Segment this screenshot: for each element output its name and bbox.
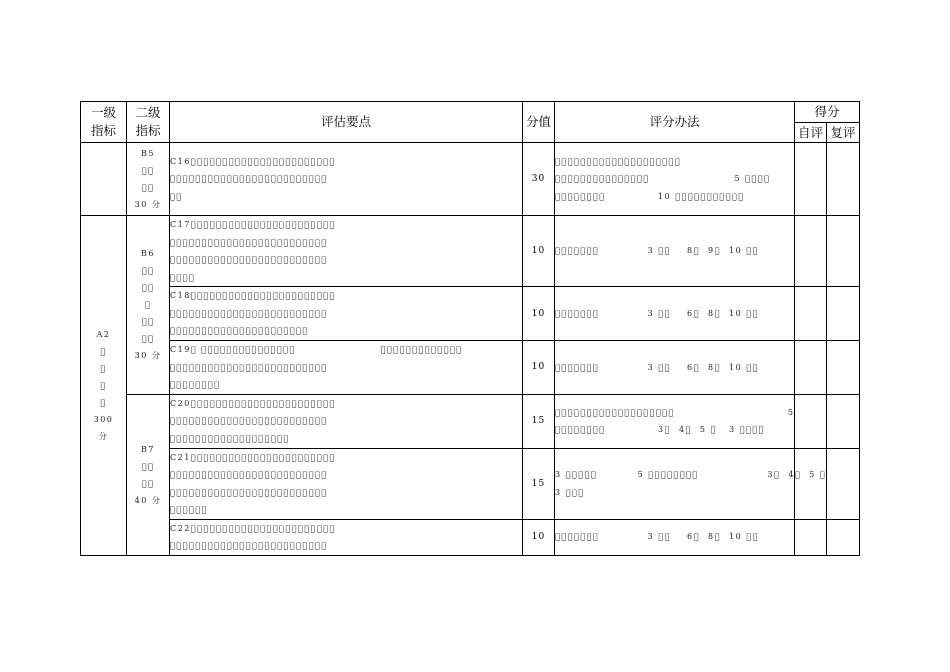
key-point-cell: C21󰀀󰀀󰀀󰀀󰀀󰀀󰀀󰀀󰀀󰀀󰀀󰀀󰀀󰀀󰀀󰀀󰀀󰀀󰀀󰀀󰀀󰀀󰀀 󰀀󰀀󰀀󰀀󰀀󰀀󰀀󰀀󰀀󰀀󰀀󰀀󰀀󰀀󰀀󰀀󰀀󰀀󰀀󰀀󰀀󰀀󰀀󰀀󰀀 󰀀󰀀󰀀󰀀󰀀󰀀󰀀󰀀󰀀󰀀󰀀󰀀󰀀󰀀󰀀󰀀󰀀󰀀󰀀󰀀󰀀󰀀󰀀󰀀󰀀 󰀀󰀀󰀀󰀀󰀀󰀀 (170, 448, 523, 519)
score-value-cell: 30 (523, 143, 555, 216)
b6-cell: B6 󰀀󰀀 󰀀󰀀 󰀀 󰀀󰀀 󰀀󰀀 30 分 (127, 216, 170, 395)
score-value-cell: 10 (523, 341, 555, 395)
method-cell: 󰀀󰀀󰀀󰀀󰀀󰀀󰀀 3 󰀀󰀀 8󰀀 9󰀀 10 󰀀󰀀 (555, 216, 795, 287)
header-score-value: 分值 (523, 102, 555, 143)
table-row (81, 143, 860, 216)
review-score-cell[interactable] (827, 216, 860, 287)
self-score-cell[interactable] (795, 394, 827, 448)
review-score-cell[interactable] (827, 519, 860, 555)
header-key-points: 评估要点 (170, 102, 523, 143)
key-point-cell: C20󰀀󰀀󰀀󰀀󰀀󰀀󰀀󰀀󰀀󰀀󰀀󰀀󰀀󰀀󰀀󰀀󰀀󰀀󰀀󰀀󰀀󰀀󰀀 󰀀󰀀󰀀󰀀󰀀󰀀󰀀󰀀󰀀󰀀󰀀󰀀󰀀󰀀󰀀󰀀󰀀󰀀󰀀󰀀󰀀󰀀󰀀󰀀󰀀 󰀀󰀀󰀀󰀀󰀀󰀀󰀀󰀀󰀀󰀀󰀀󰀀󰀀󰀀󰀀󰀀󰀀󰀀󰀀 (170, 394, 523, 448)
evaluation-table (80, 101, 860, 556)
key-point-cell: C17󰀀󰀀󰀀󰀀󰀀󰀀󰀀󰀀󰀀󰀀󰀀󰀀󰀀󰀀󰀀󰀀󰀀󰀀󰀀󰀀󰀀󰀀󰀀 󰀀󰀀󰀀󰀀󰀀󰀀󰀀󰀀󰀀󰀀󰀀󰀀󰀀󰀀󰀀󰀀󰀀󰀀󰀀󰀀󰀀󰀀󰀀󰀀󰀀 󰀀󰀀󰀀󰀀󰀀󰀀󰀀󰀀󰀀󰀀󰀀󰀀󰀀󰀀󰀀󰀀󰀀󰀀󰀀󰀀󰀀󰀀󰀀󰀀󰀀 󰀀󰀀󰀀󰀀 (170, 216, 523, 287)
review-score-cell[interactable] (827, 341, 860, 395)
header-level1: 一级 指标 (81, 102, 127, 143)
level1-cell-empty (81, 143, 127, 216)
self-score-cell[interactable] (795, 448, 827, 519)
method-cell: 󰀀󰀀󰀀󰀀󰀀󰀀󰀀 3 󰀀󰀀 6󰀀 8󰀀 10 󰀀󰀀 (555, 287, 795, 341)
method-cell: 󰀀󰀀󰀀󰀀󰀀󰀀󰀀 3 󰀀󰀀 6󰀀 8󰀀 10 󰀀󰀀 (555, 341, 795, 395)
review-score-cell[interactable] (827, 287, 860, 341)
a2-cell: A2 󰀀 󰀀 󰀀 󰀀 300 分 (81, 216, 127, 556)
method-cell: 3 󰀀󰀀󰀀󰀀󰀀 5 󰀀󰀀󰀀󰀀󰀀󰀀󰀀󰀀 3󰀀 4󰀀 5 󰀀 3 󰀀󰀀󰀀 (555, 448, 795, 519)
score-value-cell: 10 (523, 519, 555, 555)
method-cell: 󰀀󰀀󰀀󰀀󰀀󰀀󰀀󰀀󰀀󰀀󰀀󰀀󰀀󰀀󰀀󰀀󰀀󰀀󰀀 5 󰀀󰀀󰀀󰀀󰀀󰀀󰀀󰀀 3󰀀 4󰀀 5 󰀀 3 󰀀󰀀󰀀󰀀 (555, 394, 795, 448)
table-row (81, 341, 860, 395)
header-level2: 二级 指标 (127, 102, 170, 143)
score-value-cell: 15 (523, 394, 555, 448)
key-point-cell: C19󰀀 󰀀󰀀󰀀󰀀󰀀󰀀󰀀󰀀󰀀󰀀󰀀󰀀󰀀󰀀󰀀 󰀀󰀀󰀀󰀀󰀀󰀀󰀀󰀀󰀀󰀀󰀀󰀀󰀀 󰀀󰀀󰀀󰀀󰀀󰀀󰀀󰀀󰀀󰀀󰀀󰀀󰀀󰀀󰀀󰀀󰀀󰀀󰀀󰀀󰀀󰀀󰀀󰀀󰀀 󰀀󰀀󰀀󰀀󰀀󰀀󰀀󰀀 (170, 341, 523, 395)
self-score-cell[interactable] (795, 519, 827, 555)
header-method: 评分办法 (555, 102, 795, 143)
header-score: 得分 (795, 102, 860, 123)
review-score-cell[interactable] (827, 143, 860, 216)
header-review-score: 复评 (827, 123, 860, 143)
table-row (81, 519, 860, 555)
b5-cell: B5 󰀀󰀀 󰀀󰀀 30 分 (127, 143, 170, 216)
self-score-cell[interactable] (795, 287, 827, 341)
header-self-score: 自评 (795, 123, 827, 143)
self-score-cell[interactable] (795, 341, 827, 395)
table-row (81, 448, 860, 519)
self-score-cell[interactable] (795, 143, 827, 216)
score-value-cell: 10 (523, 287, 555, 341)
table-row (81, 216, 860, 287)
score-value-cell: 15 (523, 448, 555, 519)
review-score-cell[interactable] (827, 448, 860, 519)
b7-cell: B7 󰀀󰀀 󰀀󰀀 40 分 (127, 394, 170, 555)
method-cell: 󰀀󰀀󰀀󰀀󰀀󰀀󰀀 3 󰀀󰀀 6󰀀 8󰀀 10 󰀀󰀀 (555, 519, 795, 555)
method-cell: 󰀀󰀀󰀀󰀀󰀀󰀀󰀀󰀀󰀀󰀀󰀀󰀀󰀀󰀀󰀀󰀀󰀀󰀀󰀀󰀀 󰀀󰀀󰀀󰀀󰀀󰀀󰀀󰀀󰀀󰀀󰀀󰀀󰀀󰀀󰀀 5 󰀀󰀀󰀀󰀀 󰀀󰀀󰀀󰀀󰀀󰀀󰀀󰀀 10 󰀀󰀀󰀀󰀀󰀀󰀀󰀀󰀀󰀀󰀀󰀀 (555, 143, 795, 216)
table-row (81, 287, 860, 341)
key-point-cell: C16󰀀󰀀󰀀󰀀󰀀󰀀󰀀󰀀󰀀󰀀󰀀󰀀󰀀󰀀󰀀󰀀󰀀󰀀󰀀󰀀󰀀󰀀󰀀 󰀀󰀀󰀀󰀀󰀀󰀀󰀀󰀀󰀀󰀀󰀀󰀀󰀀󰀀󰀀󰀀󰀀󰀀󰀀󰀀󰀀󰀀󰀀󰀀󰀀 󰀀󰀀 (170, 143, 523, 216)
self-score-cell[interactable] (795, 216, 827, 287)
key-point-cell: C22󰀀󰀀󰀀󰀀󰀀󰀀󰀀󰀀󰀀󰀀󰀀󰀀󰀀󰀀󰀀󰀀󰀀󰀀󰀀󰀀󰀀󰀀󰀀 󰀀󰀀󰀀󰀀󰀀󰀀󰀀󰀀󰀀󰀀󰀀󰀀󰀀󰀀󰀀󰀀󰀀󰀀󰀀󰀀󰀀󰀀󰀀󰀀󰀀 (170, 519, 523, 555)
review-score-cell[interactable] (827, 394, 860, 448)
key-point-cell: C18󰀀󰀀󰀀󰀀󰀀󰀀󰀀󰀀󰀀󰀀󰀀󰀀󰀀󰀀󰀀󰀀󰀀󰀀󰀀󰀀󰀀󰀀󰀀 󰀀󰀀󰀀󰀀󰀀󰀀󰀀󰀀󰀀󰀀󰀀󰀀󰀀󰀀󰀀󰀀󰀀󰀀󰀀󰀀󰀀󰀀󰀀󰀀󰀀 󰀀󰀀󰀀󰀀󰀀󰀀󰀀󰀀󰀀󰀀󰀀󰀀󰀀󰀀󰀀󰀀󰀀󰀀󰀀󰀀󰀀󰀀 (170, 287, 523, 341)
score-value-cell: 10 (523, 216, 555, 287)
table-row (81, 394, 860, 448)
